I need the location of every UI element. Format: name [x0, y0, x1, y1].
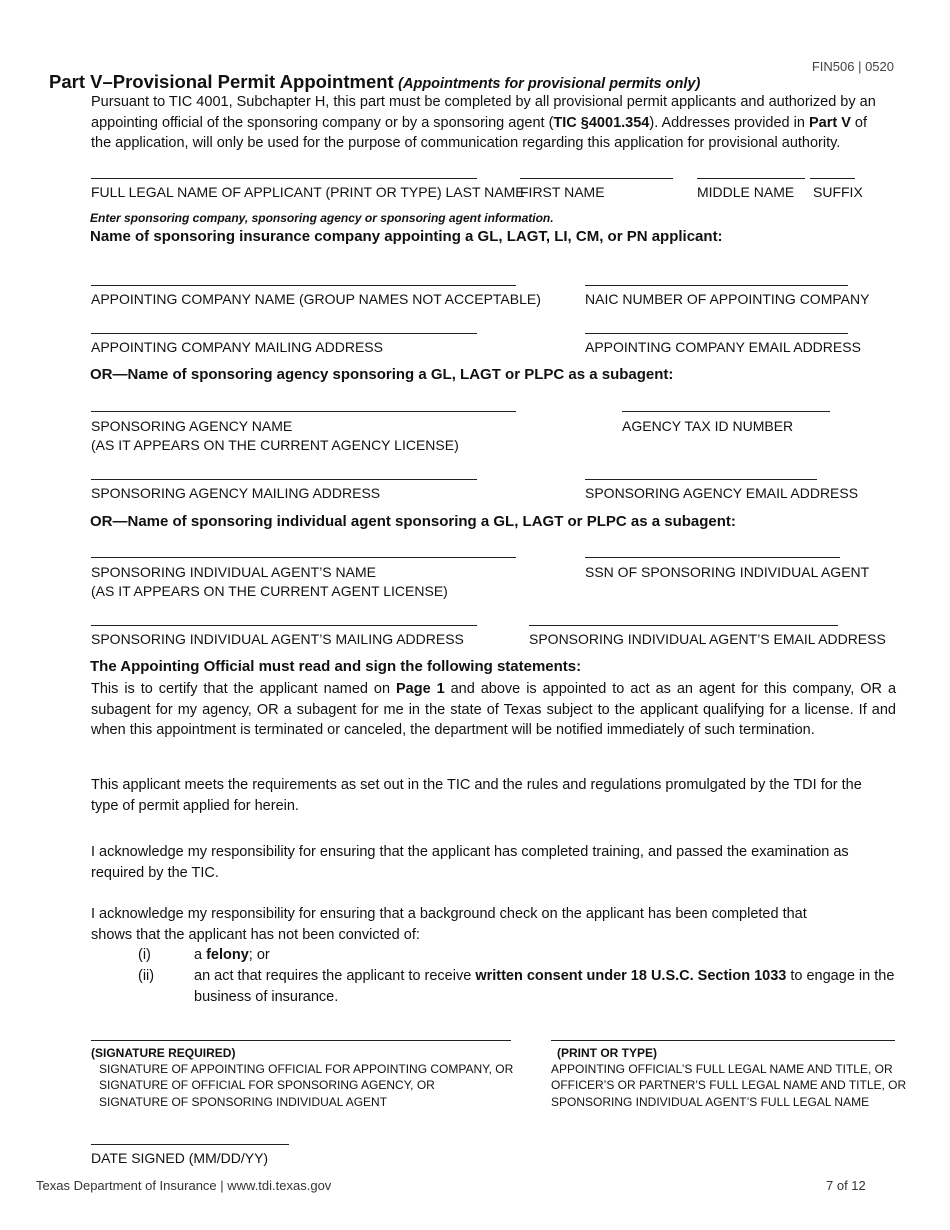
- company-heading: Name of sponsoring insurance company appointing a GL, LAGT, LI, CM, or PN applicant:: [90, 228, 723, 245]
- signature-required-label: (SIGNATURE REQUIRED): [91, 1046, 236, 1060]
- statement-requirements: This applicant meets the requirements as set out in the TIC and the rules and regulations promulgated by the TDI for the type of permit applied for herein.: [91, 777, 862, 814]
- naic-number-label: NAIC NUMBER OF APPOINTING COMPANY: [585, 291, 870, 307]
- suffix-field[interactable]: [810, 178, 855, 179]
- instruction-text: Enter sponsoring company, sponsoring agency or sponsoring agent information.: [90, 211, 554, 225]
- agency-name-field[interactable]: [91, 411, 516, 412]
- statement-training: I acknowledge my responsibility for ensuring that the applicant has completed training, and passed the examination as required by the TIC.: [91, 844, 849, 881]
- print-or-type-label: (PRINT OR TYPE): [557, 1046, 658, 1060]
- company-mailing-label: APPOINTING COMPANY MAILING ADDRESS: [91, 339, 383, 355]
- agency-heading: OR—Name of sponsoring agency sponsoring a GL, LAGT or PLPC as a subagent:: [90, 366, 674, 383]
- agency-name-sublabel: (AS IT APPEARS ON THE CURRENT AGENCY LICENSE): [91, 437, 459, 453]
- statements-heading: The Appointing Official must read and sign the following statements:: [90, 658, 582, 675]
- naic-number-field[interactable]: [585, 285, 848, 286]
- agency-email-field[interactable]: [585, 479, 817, 480]
- agent-email-field[interactable]: [529, 625, 838, 626]
- signature-line-2: SIGNATURE OF OFFICIAL FOR SPONSORING AGENCY, OR: [99, 1078, 435, 1092]
- company-name-label: APPOINTING COMPANY NAME (GROUP NAMES NOT ACCEPTABLE): [91, 291, 541, 307]
- last-name-field[interactable]: [91, 178, 477, 179]
- agency-email-label: SPONSORING AGENCY EMAIL ADDRESS: [585, 485, 859, 501]
- agency-tax-id-label: AGENCY TAX ID NUMBER: [622, 418, 794, 434]
- first-name-field[interactable]: [520, 178, 673, 179]
- date-signed-field[interactable]: [91, 1144, 289, 1145]
- agency-mailing-label: SPONSORING AGENCY MAILING ADDRESS: [91, 485, 381, 501]
- agent-heading: OR—Name of sponsoring individual agent sponsoring a GL, LAGT or PLPC as a subagent:: [90, 513, 736, 530]
- statement-appointment: This is to certify that the applicant named on Page 1 and above is appointed to act as an agent for this company, OR a subagent for my agency, OR a subagent for me in the state of Texas subject to the applicant qualifying for a license. If and when this appointment is terminated or canceled, the department will be notified immediately of such termination.: [91, 681, 897, 738]
- page-title: Part V–Provisional Permit Appointment: [49, 71, 394, 92]
- statement-background: I acknowledge my responsibility for ensuring that a background check on the applicant has been completed that shows that the applicant has not been convicted of:: [91, 906, 807, 943]
- item-number: (i): [138, 947, 151, 963]
- company-email-label: APPOINTING COMPANY EMAIL ADDRESS: [585, 339, 861, 355]
- agent-mailing-label: SPONSORING INDIVIDUAL AGENT’S MAILING ADDRESS: [91, 631, 464, 647]
- print-line-3: SPONSORING INDIVIDUAL AGENT’S FULL LEGAL NAME: [551, 1095, 870, 1109]
- print-line-1: APPOINTING OFFICIAL’S FULL LEGAL NAME AND TITLE, OR: [551, 1062, 893, 1076]
- print-line-2: OFFICER’S OR PARTNER’S FULL LEGAL NAME AND TITLE, OR: [551, 1078, 907, 1092]
- signature-field[interactable]: [91, 1040, 511, 1041]
- company-mailing-field[interactable]: [91, 333, 477, 334]
- signature-line-1: SIGNATURE OF APPOINTING OFFICIAL FOR APPOINTING COMPANY, OR: [99, 1062, 514, 1076]
- agency-mailing-field[interactable]: [91, 479, 477, 480]
- agent-ssn-label: SSN OF SPONSORING INDIVIDUAL AGENT: [585, 564, 870, 580]
- footer-agency: Texas Department of Insurance | www.tdi.texas.gov: [36, 1178, 332, 1193]
- agent-name-label: SPONSORING INDIVIDUAL AGENT’S NAME: [91, 564, 376, 580]
- company-name-field[interactable]: [91, 285, 516, 286]
- agent-ssn-field[interactable]: [585, 557, 840, 558]
- middle-name-label: MIDDLE NAME: [697, 184, 795, 200]
- agency-tax-id-field[interactable]: [622, 411, 830, 412]
- intro-paragraph: Pursuant to TIC 4001, Subchapter H, this part must be completed by all provisional permit applicants and authorized by an appointing official of the sponsoring company or by a sponsoring agent (TIC §4001.354). Addresses provided in Part V of the application, will only be used for the purpose of communication regarding this application for provisional authority.: [91, 94, 876, 151]
- signature-line-3: SIGNATURE OF SPONSORING INDIVIDUAL AGENT: [99, 1095, 388, 1109]
- agent-name-sublabel: (AS IT APPEARS ON THE CURRENT AGENT LICENSE): [91, 583, 448, 599]
- middle-name-field[interactable]: [697, 178, 805, 179]
- page-number: 7 of 12: [826, 1178, 866, 1193]
- print-name-field[interactable]: [551, 1040, 895, 1041]
- agency-name-label: SPONSORING AGENCY NAME: [91, 418, 293, 434]
- agent-email-label: SPONSORING INDIVIDUAL AGENT’S EMAIL ADDRESS: [529, 631, 886, 647]
- company-email-field[interactable]: [585, 333, 848, 334]
- last-name-label: FULL LEGAL NAME OF APPLICANT (PRINT OR TYPE) LAST NAME: [91, 184, 525, 200]
- item-consent: an act that requires the applicant to receive written consent under 18 U.S.C. Section 1033 to engage in the business of insurance.: [194, 968, 895, 1005]
- item-number: (ii): [138, 968, 155, 984]
- agent-mailing-field[interactable]: [91, 625, 477, 626]
- item-felony: a felony; or: [194, 947, 270, 963]
- first-name-label: FIRST NAME: [520, 184, 605, 200]
- page-subtitle: (Appointments for provisional permits only): [398, 76, 701, 92]
- suffix-label: SUFFIX: [813, 184, 863, 200]
- date-signed-label: DATE SIGNED (MM/DD/YY): [91, 1150, 269, 1166]
- form-code: FIN506 | 0520: [811, 59, 894, 74]
- agent-name-field[interactable]: [91, 557, 516, 558]
- part-title: [49, 71, 700, 93]
